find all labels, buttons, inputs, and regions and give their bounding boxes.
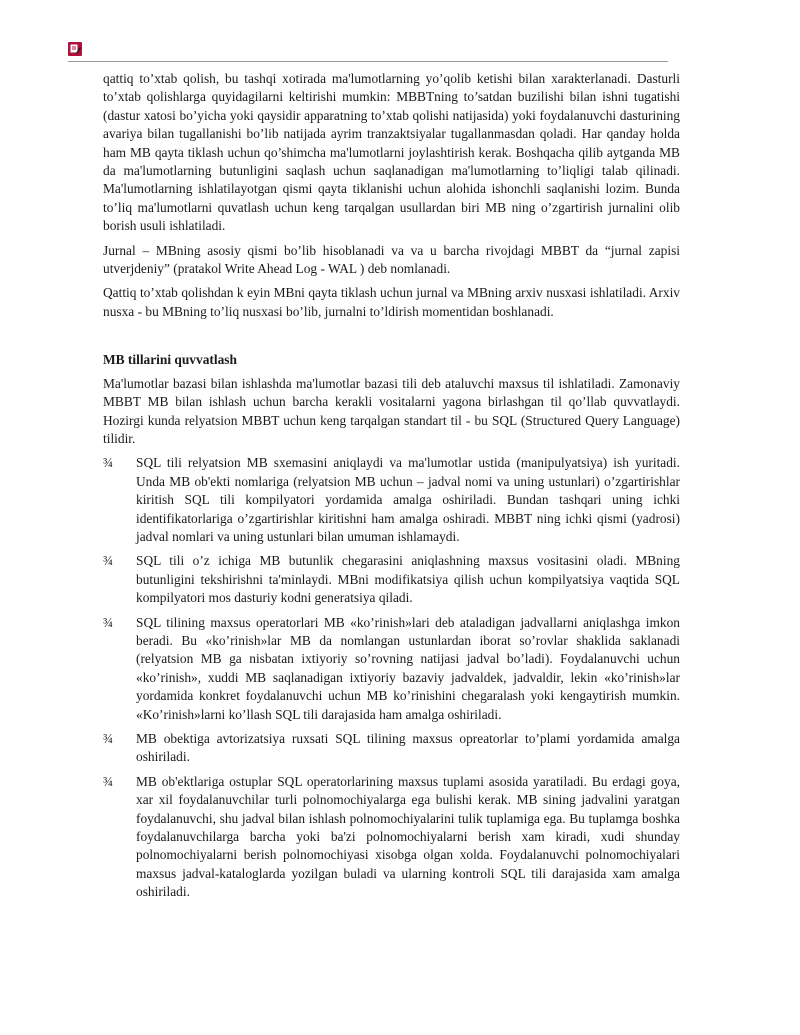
paragraph: qattiq to’xtab qolish, bu tashqi xotirada ma'lumotlarning yo’qolib ketishi bilan xarakterlanadi. Dasturli to’xtab qolishlarga quyidagilarni keltirishi mumkin: MBBTning to’satdan buzilishi bilan ishni tugatishi (dastur xatosi bo’yicha yoki qaysidir apparatning to’xtab qolishi natijasida) yoki foydalanuvchi dasturining avariya bilan tugallanishi bo’lib natijada ayrim tranzaktsiyalar tugallanmasdan qoladi. Har qanday holda ham MB qayta tiklash uchun qo’shimcha ma'lumotlarni joylashtirish kerak. Boshqacha qilib aytganda MB da ma'lumotlarning butunligini saqlash uchun saqlanadigan ma'lumotlarning to’liqligi talab qilinadi. Ma'lumotlarning ishlatilayotgan qismi qayta tiklanishi uchun alohida ishonchli saqlanishi lozim. Bunda to’liq ma'lumotlarni quvatlash uchun keng tarqalgan usullardan biri MB ning o’zgartirish jurnalini olib borish usuli ishlatiladi. bbox=[103, 71, 680, 234]
document-edit-icon bbox=[68, 42, 82, 56]
list-item-text: SQL tili relyatsion MB sxemasini aniqlaydi va ma'lumotlar ustida (manipulyatsiya) ish yuritadi. Unda MB ob'ekti nomlariga (relyatsion MB uchun – jadval nomi va uning ustunlari) o’zgartirishlar kiritish SQL tili kompilyatori yordamida amalga oshiriladi. Bundan tashqari uning ichki identifikatorlariga o’zgartirishlar kiritishni ham amalga oshiradi. MBBT ning ichki qismi (yadrosi) jadval nomlari va uning ustunlari bilan umuman ishlamaydi. bbox=[136, 455, 680, 544]
bullet-marker: ¾ bbox=[103, 614, 114, 630]
bullet-marker: ¾ bbox=[103, 773, 114, 789]
section-intro: Ma'lumotlar bazasi bilan ishlashda ma'lumotlar bazasi tili deb ataluvchi maxsus til ishlatiladi. Zamonaviy MBBT MB bilan ishlash uchun barcha kerakli vositalarni yagona birlashgan til qo’llab quvvatlaydi. Hozirgi kunda relyatsion MBBT uchun keng tarqalgan standart til - bu SQL (Structured Query Language) tilidir. bbox=[103, 375, 680, 446]
section-heading: MB tillarini quvvatlash bbox=[103, 352, 237, 368]
bullet-marker: ¾ bbox=[103, 455, 114, 471]
list-item bbox=[103, 552, 680, 607]
document-body bbox=[103, 70, 680, 908]
paragraph: Jurnal – MBning asosiy qismi bo’lib hisoblanadi va va u barcha rivojdagi MBBT da “jurnal zapisi utverjdeniy” (pratakol Write Ahead Log - WAL ) deb nomlanadi. bbox=[103, 242, 680, 277]
paragraph: Qattiq to’xtab qolishdan k eyin MBni qayta tiklash uchun jurnal va MBning arxiv nusxasi ishlatiladi. Arxiv nusxa - bu MBning to’liq nusxasi bo’lib, jurnalni to’ldirish momentidan boshlanadi. bbox=[103, 285, 680, 319]
list-item bbox=[103, 730, 680, 767]
bullet-marker: ¾ bbox=[103, 731, 114, 746]
header-rule bbox=[68, 61, 668, 62]
bullet-list bbox=[103, 454, 680, 901]
list-item-text: MB obektiga avtorizatsiya ruxsati SQL tilining maxsus opreatorlar to’plami yordamida amalga oshiriladi. bbox=[136, 731, 680, 765]
list-item-text: MB ob'ektlariga ostuplar SQL operatorlarining maxsus tuplami asosida yaratiladi. Bu erdagi goya, xar xil foydalanuvchilar turli polnomochiyalarga ega bulishi kerak. MB sining jadvalini yaratgan foydalanuvchi, shu jadval bilan ishlash polnomochiyalarini tulik tuplamiga ega. Bu tuplamga boshka foydalanuvchilarga barcha yoki ba'zi polnomochiyalarni berish xam kiradi, xudi shunday polnomochiyalarni berish polnomochiyasi xisobga olgan xolda. Foydalanuvchi polnomochiyalari maxsus jadval-kataloglarda yozilgan buladi va ularning kontroli SQL tili darajasida xam amalga oshiriladi. bbox=[136, 773, 680, 900]
list-item-text: SQL tili o’z ichiga MB butunlik chegarasini aniqlashning maxsus vositasini oladi. MBning butunligini tekshirishni ta'minlaydi. MBni modifikatsiya qilish uchun kompilyatsiya vaqtida SQL kompilyatori mos dasturiy kodni generatsiya qiladi. bbox=[136, 553, 680, 606]
list-item-text: SQL tilining maxsus operatorlari MB «ko’rinish»lari deb ataladigan jadvallarni aniqlashga imkon beradi. Bu «ko’rinish»lar MB da nomlangan ustunlardan iborat so’rovlar shaklida saklanadi (relyatsion MB ga nisbatan ixtiyoriy so’rovning natijasi jadval bo’ladi). Foydalanuvchi uchun «ko’rinish», xuddi MB saqlanadigan ixtiyoriy bazaviy jadvaldek, jadvaldir, lekin «ko’rinish»lar yordamida konkret foydalanuvchi uchun MB ko’rinishini chegaralash yoki kengaytirish mumkin. «Ko’rinish»larni ko’llash SQL tili darajasida ham amalga oshiriladi. bbox=[136, 614, 680, 722]
bullet-marker: ¾ bbox=[103, 553, 114, 569]
list-item bbox=[103, 773, 680, 902]
list-item bbox=[103, 614, 680, 724]
list-item bbox=[103, 454, 680, 546]
